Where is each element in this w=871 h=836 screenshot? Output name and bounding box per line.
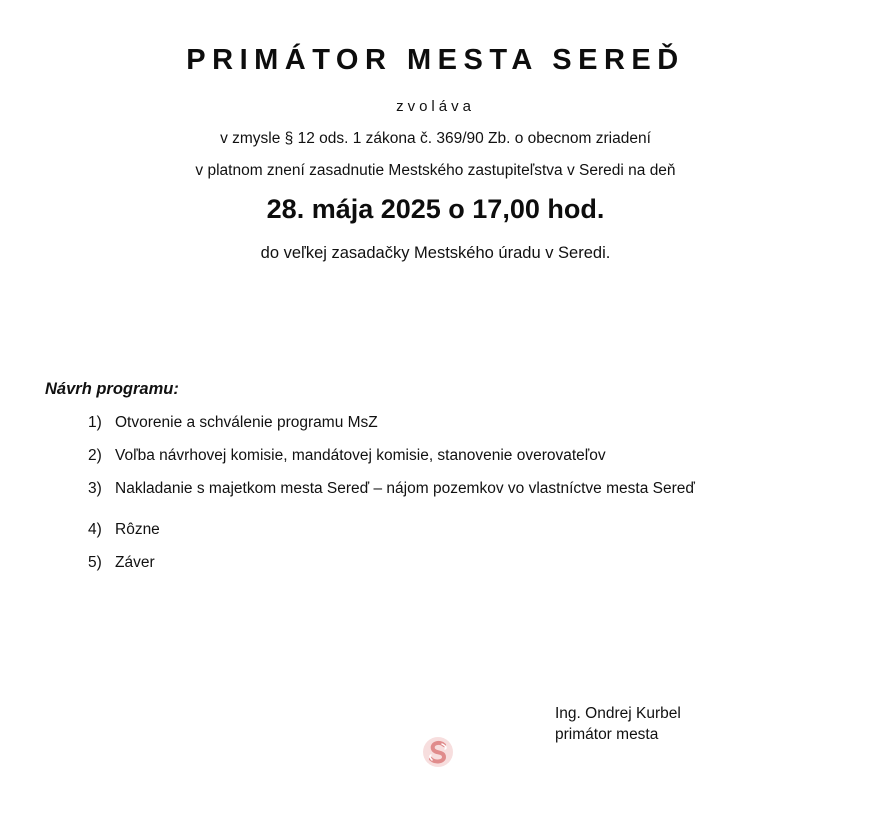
- program-item: [88, 521, 160, 539]
- program-item: [88, 414, 378, 432]
- program-item: [88, 447, 606, 465]
- signatory-name: Ing. Ondrej Kurbel: [555, 705, 681, 722]
- program-item: [88, 480, 695, 498]
- meeting-line: v platnom znení zasadnutie Mestského zastupiteľstva v Seredi na deň: [195, 162, 676, 179]
- program-item-number: 3): [88, 480, 102, 497]
- program-item-text: Záver: [115, 554, 155, 571]
- document-subtitle: zvoláva: [396, 98, 475, 115]
- legal-basis-line: v zmysle § 12 ods. 1 zákona č. 369/90 Zb. o obecnom zriadení: [220, 130, 651, 147]
- program-item-text: Nakladanie s majetkom mesta Sereď – nájom pozemkov vo vlastníctve mesta Sereď: [115, 480, 695, 497]
- program-item: [88, 554, 155, 572]
- document-title: PRIMÁTOR MESTA SEREĎ: [186, 44, 685, 76]
- program-item-text: Otvorenie a schválenie programu MsZ: [115, 414, 378, 431]
- program-item-text: Voľba návrhovej komisie, mandátovej komisie, stanovenie overovateľov: [115, 447, 606, 464]
- meeting-place: do veľkej zasadačky Mestského úradu v Seredi.: [260, 244, 611, 262]
- program-item-number: 5): [88, 554, 102, 571]
- program-item-text: Rôzne: [115, 521, 160, 538]
- signatory-role: primátor mesta: [555, 726, 659, 743]
- program-heading: Návrh programu:: [45, 380, 179, 398]
- program-item-number: 1): [88, 414, 102, 431]
- city-emblem-s-icon: [422, 736, 454, 768]
- program-item-number: 4): [88, 521, 102, 538]
- program-item-number: 2): [88, 447, 102, 464]
- meeting-date-time: 28. mája 2025 o 17,00 hod.: [266, 194, 605, 224]
